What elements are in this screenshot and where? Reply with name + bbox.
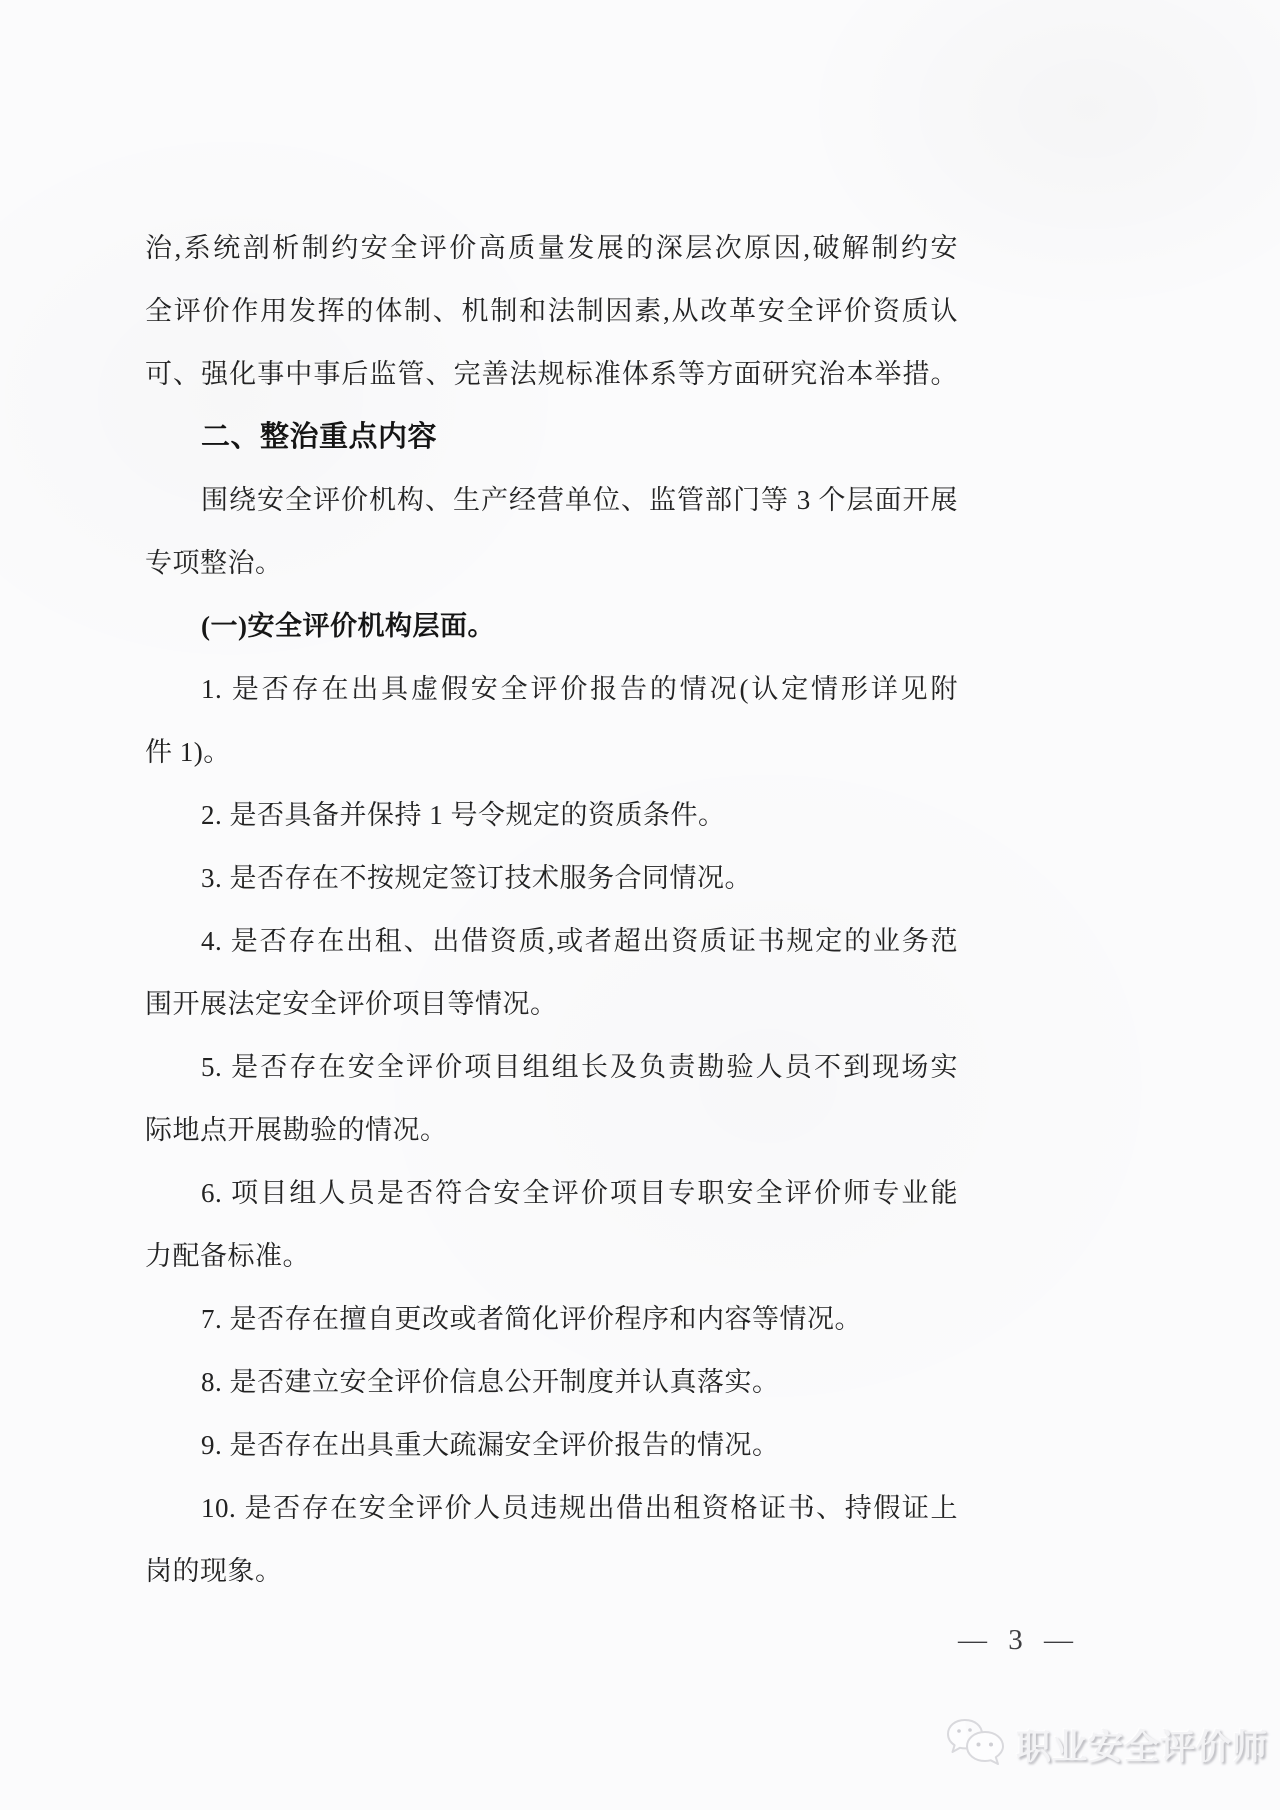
text-line: 8. 是否建立安全评价信息公开制度并认真落实。	[201, 1367, 780, 1397]
text-line: 件 1)。	[145, 737, 231, 767]
text-line: 力配备标准。	[145, 1241, 310, 1271]
text-line: 10. 是否存在安全评价人员违规出借出租资格证书、持假证上	[201, 1493, 958, 1523]
text-line: 专项整治。	[145, 548, 283, 578]
watermark-label: 职业安全评价师	[1016, 1728, 1269, 1767]
text-line: 5. 是否存在安全评价项目组组长及负责勘验人员不到现场实	[201, 1052, 958, 1082]
text-line: 2. 是否具备并保持 1 号令规定的资质条件。	[201, 800, 726, 830]
section-heading: 二、整治重点内容	[201, 421, 438, 453]
text-line: 围开展法定安全评价项目等情况。	[145, 989, 558, 1019]
page-number: — 3 —	[958, 1624, 1073, 1656]
text-line: 4. 是否存在出租、出借资质,或者超出资质证书规定的业务范	[201, 926, 958, 956]
text-line: 1. 是否存在出具虚假安全评价报告的情况(认定情形详见附	[201, 674, 958, 704]
text-line: 9. 是否存在出具重大疏漏安全评价报告的情况。	[201, 1430, 780, 1460]
text-line: 3. 是否存在不按规定签订技术服务合同情况。	[201, 863, 752, 893]
text-line: 7. 是否存在擅自更改或者简化评价程序和内容等情况。	[201, 1304, 862, 1334]
watermark	[944, 1714, 1268, 1776]
text-line: 际地点开展勘验的情况。	[145, 1115, 448, 1145]
document-body	[145, 217, 958, 1603]
wechat-icon	[944, 1714, 1008, 1776]
text-line: 岗的现象。	[145, 1556, 283, 1586]
text-line: 可、强化事中事后监管、完善法规标准体系等方面研究治本举措。	[145, 359, 958, 389]
text-line: 治,系统剖析制约安全评价高质量发展的深层次原因,破解制约安	[145, 233, 958, 263]
text-line: 围绕安全评价机构、生产经营单位、监管部门等 3 个层面开展	[201, 485, 958, 515]
text-line: 6. 项目组人员是否符合安全评价项目专职安全评价师专业能	[201, 1178, 958, 1208]
text-line: 全评价作用发挥的体制、机制和法制因素,从改革安全评价资质认	[145, 296, 958, 326]
text-line: (一)安全评价机构层面。	[201, 611, 495, 641]
